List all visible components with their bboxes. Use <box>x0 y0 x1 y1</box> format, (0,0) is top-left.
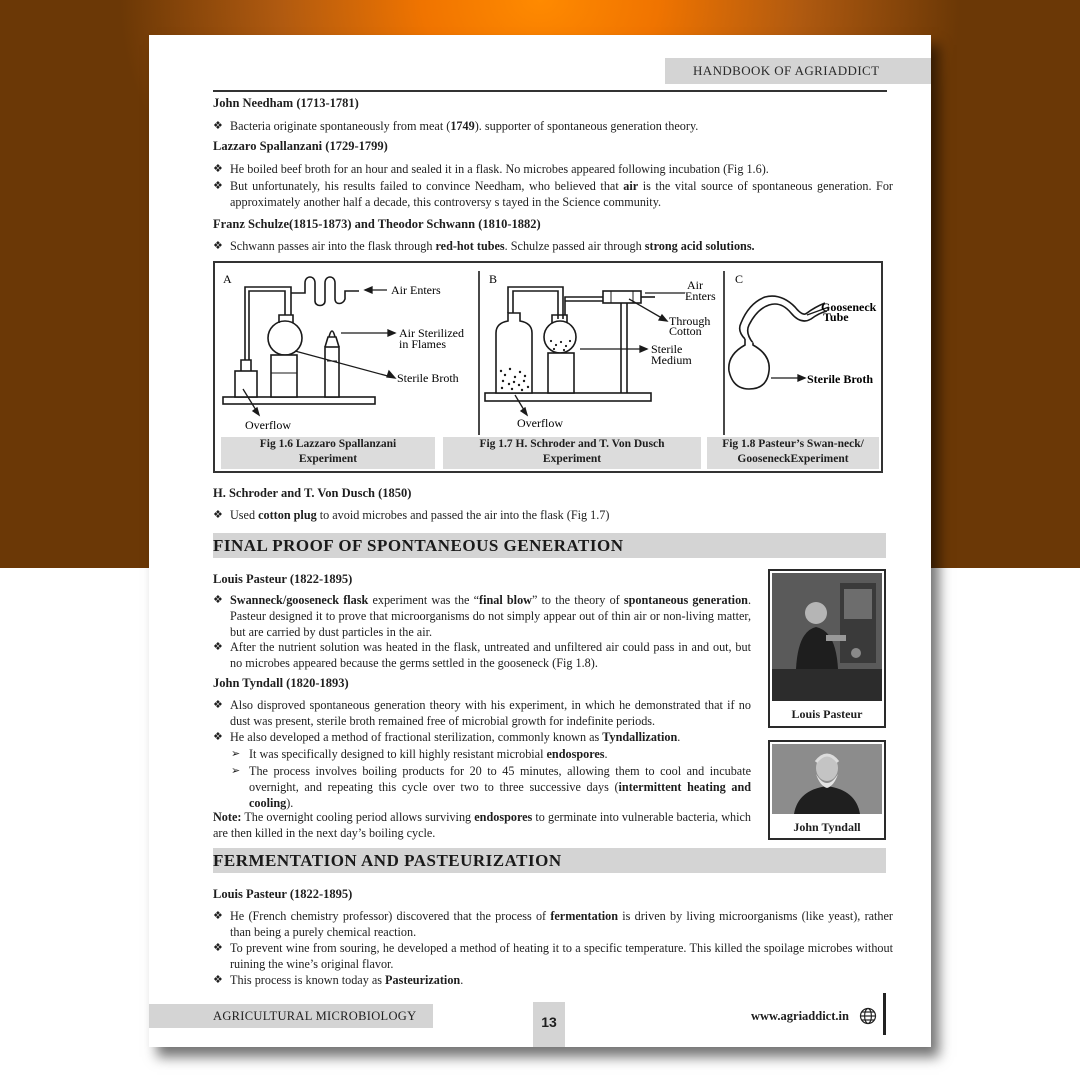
final-proof-title: FINAL PROOF OF SPONTANEOUS GENERATION <box>213 536 624 555</box>
label-air: Air <box>687 278 703 292</box>
tyndall-portrait <box>772 744 882 814</box>
spallanzani-bullet-1: ❖ He boiled beef broth for an hour and sealed it in a flask. No microbes appeared following incubation (Fig 1.6). <box>213 162 769 176</box>
website-link[interactable]: www.agriaddict.in <box>751 1009 849 1023</box>
tyndall-photo-caption: John Tyndall <box>793 820 861 834</box>
tyndall-sub-bullet-2: ➢ The process involves boiling products for 20 to 45 minutes, allowing them to cool and incubate overnight, and repeating this cycle over two to three successive days (intermittent heating and cooling). <box>231 764 751 810</box>
spallanzani-bullet-2: ❖ But unfortunately, his results failed to convince Needham, who believed that air is the vital source of spontaneous generation. For approximately another half a decade, this controversy s tayed in the Science community. <box>213 179 893 209</box>
pasteur-photo-frame <box>768 569 886 728</box>
bullet-glyph: ❖ <box>213 180 223 192</box>
bullet-glyph: ❖ <box>213 910 223 922</box>
fermentation-bullet-3: ❖ This process is known today as Pasteurization. <box>213 973 464 987</box>
label-air-sterilized: Air Sterilized <box>399 326 464 340</box>
arrow-bullet-glyph: ➢ <box>231 765 241 777</box>
spallanzani-apparatus <box>223 277 375 404</box>
experiment-figure-box <box>213 261 883 473</box>
handbook-title: HANDBOOK OF AGRIADDICT <box>693 63 880 78</box>
figure-letter-b: B <box>489 272 498 286</box>
figure-letter-c: C <box>735 272 744 286</box>
schulze-schwann-bullet: ❖ Schwann passes air into the flask through red-hot tubes. Schulze passed air through strong acid solutions. <box>213 239 755 253</box>
label-in-flames: in Flames <box>399 337 446 351</box>
pasteur-bullet-2: ❖ After the nutrient solution was heated in the flask, untreated and unfiltered air could pass in and out, but no microbes appeared because the germs settled in the gooseneck (Fig 1.8). <box>213 640 751 670</box>
bullet-glyph: ❖ <box>213 509 223 521</box>
bullet-glyph: ❖ <box>213 594 223 606</box>
bullet-glyph: ❖ <box>213 731 223 743</box>
tyndall-photo-frame <box>768 740 886 840</box>
label-sterile-broth: Sterile Broth <box>397 371 459 385</box>
label-tube: Tube <box>823 310 849 324</box>
schroder-dusch-apparatus <box>485 287 655 401</box>
label-through: Through <box>669 314 711 328</box>
label-overflow: Overflow <box>245 418 291 432</box>
bullet-glyph: ❖ <box>213 974 223 986</box>
needham-heading: John Needham (1713-1781) <box>213 96 359 110</box>
pasteur-heading: Louis Pasteur (1822-1895) <box>213 572 353 586</box>
tyndall-bullet-2: ❖ He also developed a method of fractional sterilization, commonly known as Tyndallization. <box>213 730 681 744</box>
pasteur-bullet-1: ❖ Swanneck/gooseneck flask experiment was the “final blow” to the theory of spontaneous generation. Pasteur designed it to prove that microorganisms do not simply appear out of thin air or non-living matter, but are carried by dust particles in the air. <box>213 593 751 639</box>
label-sterile: Sterile <box>651 342 683 356</box>
footer-rule <box>883 993 886 1035</box>
label-medium: Medium <box>651 353 692 367</box>
label-cotton: Cotton <box>669 324 702 338</box>
bullet-glyph: ❖ <box>213 699 223 711</box>
fig-1-6-caption: Fig 1.6 Lazzaro Spallanzani Experiment <box>221 437 435 469</box>
header-rule <box>213 90 887 92</box>
tyndall-note: Note: The overnight cooling period allows surviving endospores to germinate into vulnerable bacteria, which are then killed in the next day’s boiling cycle. <box>213 810 751 840</box>
pasteur-photo-caption: Louis Pasteur <box>791 707 863 721</box>
page-number: 13 <box>541 1014 557 1030</box>
schroder-bullet: ❖ Used cotton plug to avoid microbes and passed the air into the flask (Fig 1.7) <box>213 508 610 522</box>
figure-letter-a: A <box>223 272 232 286</box>
bullet-glyph: ❖ <box>213 120 223 132</box>
label-overflow-b: Overflow <box>517 416 563 430</box>
footer-subject: AGRICULTURAL MICROBIOLOGY <box>213 1009 417 1023</box>
fermentation-pasteur-heading: Louis Pasteur (1822-1895) <box>213 887 353 901</box>
label-enters: Enters <box>685 289 716 303</box>
tyndall-sub-bullet-1: ➢ It was specifically designed to kill highly resistant microbial endospores. <box>231 747 608 761</box>
label-air-enters: Air Enters <box>391 283 441 297</box>
bullet-glyph: ❖ <box>213 942 223 954</box>
fermentation-bullet-1: ❖ He (French chemistry professor) discovered that the process of fermentation is driven by living microorganisms (like yeast), rather than being a purely chemical reaction. <box>213 909 893 939</box>
label-sterile-broth-c: Sterile Broth <box>807 372 874 386</box>
handbook-page <box>149 35 931 1047</box>
label-gooseneck: Gooseneck <box>821 300 877 314</box>
needham-bullet: ❖ Bacteria originate spontaneously from meat (1749). supporter of spontaneous generation theory. <box>213 119 699 133</box>
tyndall-bullet-1: ❖ Also disproved spontaneous generation theory with his experiment, in which he demonstrated that if no dust was present, sterile broth remained free of microbial growth for indefinite periods. <box>213 698 751 728</box>
globe-icon <box>859 1007 877 1025</box>
arrow-bullet-glyph: ➢ <box>231 748 241 760</box>
schroder-heading: H. Schroder and T. Von Dusch (1850) <box>213 486 412 500</box>
bullet-glyph: ❖ <box>213 641 223 653</box>
spallanzani-heading: Lazzaro Spallanzani (1729-1799) <box>213 139 388 153</box>
fermentation-bullet-2: ❖ To prevent wine from souring, he developed a method of heating it to a specific temperature. This killed the spoilage microbes without ruining the wine’s original flavor. <box>213 941 893 971</box>
bullet-glyph: ❖ <box>213 240 223 252</box>
fermentation-title: FERMENTATION AND PASTEURIZATION <box>213 851 562 870</box>
fig-1-7-caption: Fig 1.7 H. Schroder and T. Von Dusch Experiment <box>443 437 701 469</box>
pasteur-portrait <box>772 573 882 701</box>
bullet-glyph: ❖ <box>213 163 223 175</box>
schulze-schwann-heading: Franz Schulze(1815-1873) and Theodor Schwann (1810-1882) <box>213 217 541 231</box>
tyndall-heading: John Tyndall (1820-1893) <box>213 676 349 690</box>
fig-1-8-caption: Fig 1.8 Pasteur’s Swan-neck/ GooseneckExperiment <box>707 437 879 469</box>
